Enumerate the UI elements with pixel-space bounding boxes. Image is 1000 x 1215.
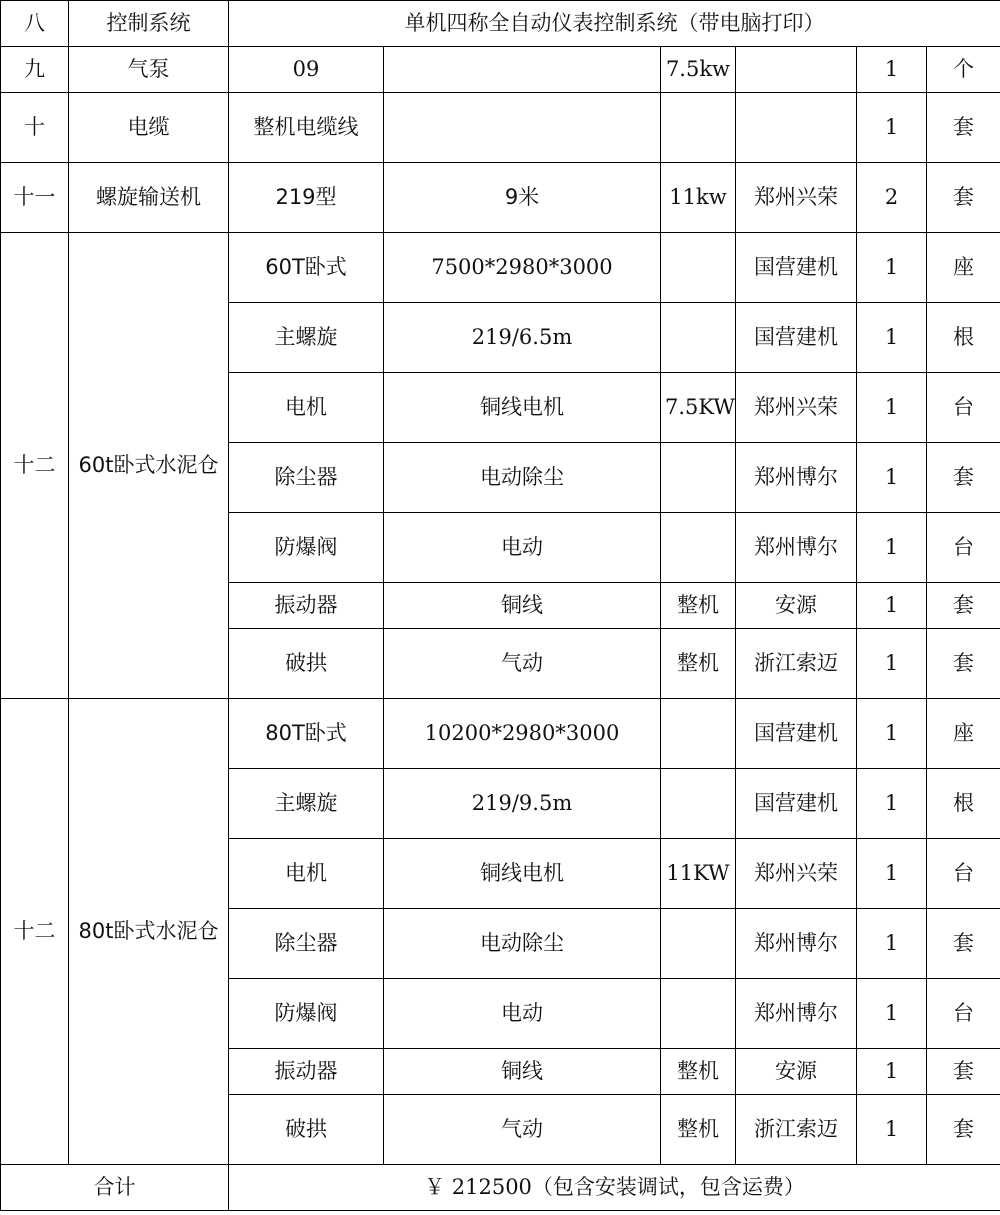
item-unit: 座 (927, 233, 1000, 303)
item-power: 整机 (661, 1049, 736, 1095)
item-spec (384, 93, 661, 163)
item-part: 防爆阀 (229, 513, 384, 583)
item-qty: 1 (857, 583, 927, 629)
item-qty: 1 (857, 979, 927, 1049)
item-unit: 套 (927, 1049, 1000, 1095)
item-part: 振动器 (229, 583, 384, 629)
item-qty: 1 (857, 443, 927, 513)
item-maker: 国营建机 (736, 303, 857, 373)
item-description: 单机四称全自动仪表控制系统（带电脑打印） (229, 1, 1000, 47)
item-part: 防爆阀 (229, 979, 384, 1049)
item-part: 破拱 (229, 629, 384, 699)
item-qty: 1 (857, 1049, 927, 1095)
item-qty: 1 (857, 47, 927, 93)
item-spec: 219/6.5m (384, 303, 661, 373)
item-model: 09 (229, 47, 384, 93)
total-row (1, 1165, 1000, 1211)
item-unit: 套 (927, 629, 1000, 699)
item-maker: 国营建机 (736, 699, 857, 769)
group-name: 60t卧式水泥仓 (69, 233, 229, 699)
item-qty: 1 (857, 373, 927, 443)
item-qty: 1 (857, 303, 927, 373)
total-value: ￥ 212500（包含安装调试，包含运费） (229, 1165, 1000, 1211)
item-spec: 气动 (384, 1095, 661, 1165)
item-part: 除尘器 (229, 443, 384, 513)
item-qty: 1 (857, 769, 927, 839)
item-power: 11KW (661, 839, 736, 909)
table-row (1, 47, 1000, 93)
table-row (1, 699, 1000, 769)
item-power (661, 443, 736, 513)
item-spec: 10200*2980*3000 (384, 699, 661, 769)
item-model: 整机电缆线 (229, 93, 384, 163)
item-maker: 郑州兴荣 (736, 373, 857, 443)
item-spec: 气动 (384, 629, 661, 699)
item-unit: 座 (927, 699, 1000, 769)
item-number: 十 (1, 93, 69, 163)
item-qty: 1 (857, 909, 927, 979)
group-name: 80t卧式水泥仓 (69, 699, 229, 1165)
item-maker: 郑州博尔 (736, 513, 857, 583)
item-qty: 1 (857, 839, 927, 909)
item-maker: 郑州博尔 (736, 909, 857, 979)
item-power (661, 979, 736, 1049)
item-maker: 浙江索迈 (736, 1095, 857, 1165)
item-model: 219型 (229, 163, 384, 233)
item-part: 电机 (229, 839, 384, 909)
item-unit: 台 (927, 373, 1000, 443)
item-name: 螺旋输送机 (69, 163, 229, 233)
item-spec: 电动 (384, 979, 661, 1049)
item-spec: 电动除尘 (384, 909, 661, 979)
item-unit: 台 (927, 513, 1000, 583)
item-qty: 1 (857, 93, 927, 163)
item-part: 破拱 (229, 1095, 384, 1165)
item-maker: 安源 (736, 1049, 857, 1095)
total-label: 合计 (1, 1165, 229, 1211)
table-row (1, 1, 1000, 47)
item-maker (736, 93, 857, 163)
item-power: 整机 (661, 629, 736, 699)
item-name: 电缆 (69, 93, 229, 163)
item-power: 7.5KW (661, 373, 736, 443)
item-unit: 根 (927, 769, 1000, 839)
item-maker (736, 47, 857, 93)
item-part: 主螺旋 (229, 303, 384, 373)
item-spec: 9米 (384, 163, 661, 233)
group-number: 十二 (1, 233, 69, 699)
item-qty: 1 (857, 629, 927, 699)
item-unit: 套 (927, 93, 1000, 163)
item-spec: 铜线电机 (384, 839, 661, 909)
item-part: 60T卧式 (229, 233, 384, 303)
item-maker: 郑州博尔 (736, 443, 857, 513)
group-number: 十二 (1, 699, 69, 1165)
item-power: 11kw (661, 163, 736, 233)
item-power: 7.5kw (661, 47, 736, 93)
item-qty: 1 (857, 233, 927, 303)
item-unit: 台 (927, 979, 1000, 1049)
item-unit: 套 (927, 583, 1000, 629)
item-maker: 郑州博尔 (736, 979, 857, 1049)
item-unit: 台 (927, 839, 1000, 909)
item-part: 电机 (229, 373, 384, 443)
item-spec: 铜线 (384, 1049, 661, 1095)
item-power (661, 303, 736, 373)
table-row (1, 163, 1000, 233)
item-maker: 郑州兴荣 (736, 839, 857, 909)
item-unit: 套 (927, 443, 1000, 513)
item-qty: 1 (857, 1095, 927, 1165)
table-row (1, 233, 1000, 303)
item-power: 整机 (661, 583, 736, 629)
item-part: 主螺旋 (229, 769, 384, 839)
item-maker: 郑州兴荣 (736, 163, 857, 233)
item-power (661, 233, 736, 303)
item-maker: 国营建机 (736, 233, 857, 303)
item-power (661, 769, 736, 839)
item-part: 80T卧式 (229, 699, 384, 769)
item-unit: 套 (927, 163, 1000, 233)
item-unit: 套 (927, 1095, 1000, 1165)
item-power (661, 699, 736, 769)
item-unit: 个 (927, 47, 1000, 93)
table-row (1, 93, 1000, 163)
item-unit: 套 (927, 909, 1000, 979)
item-power (661, 93, 736, 163)
item-maker: 安源 (736, 583, 857, 629)
item-power: 整机 (661, 1095, 736, 1165)
item-power (661, 909, 736, 979)
item-spec: 铜线电机 (384, 373, 661, 443)
item-spec (384, 47, 661, 93)
item-spec: 电动除尘 (384, 443, 661, 513)
item-part: 振动器 (229, 1049, 384, 1095)
item-number: 九 (1, 47, 69, 93)
item-power (661, 513, 736, 583)
item-spec: 7500*2980*3000 (384, 233, 661, 303)
item-spec: 铜线 (384, 583, 661, 629)
item-spec: 219/9.5m (384, 769, 661, 839)
item-maker: 浙江索迈 (736, 629, 857, 699)
item-qty: 2 (857, 163, 927, 233)
item-qty: 1 (857, 699, 927, 769)
item-number: 十一 (1, 163, 69, 233)
item-maker: 国营建机 (736, 769, 857, 839)
item-name: 气泵 (69, 47, 229, 93)
item-name: 控制系统 (69, 1, 229, 47)
item-number: 八 (1, 1, 69, 47)
item-part: 除尘器 (229, 909, 384, 979)
item-spec: 电动 (384, 513, 661, 583)
item-qty: 1 (857, 513, 927, 583)
item-unit: 根 (927, 303, 1000, 373)
